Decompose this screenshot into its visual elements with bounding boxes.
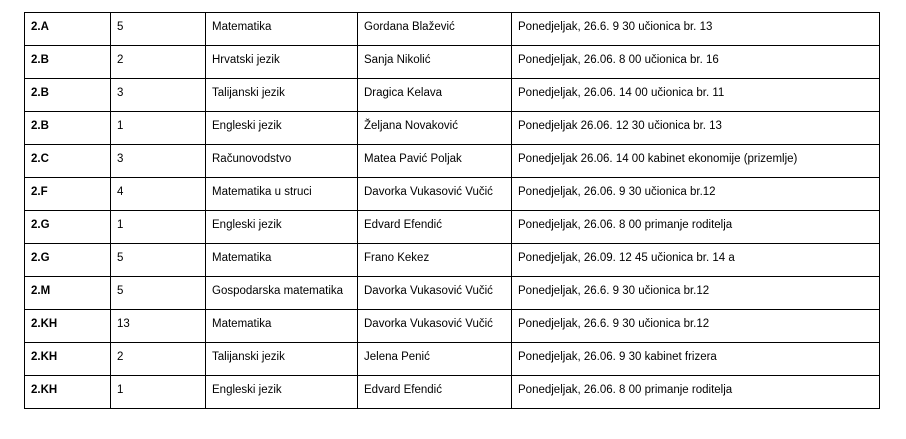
- class-cell: [25, 211, 111, 244]
- count-cell: [111, 13, 206, 46]
- subject-cell-text: Talijanski jezik: [212, 351, 285, 363]
- teacher-cell: [358, 112, 512, 145]
- teacher-cell: [358, 145, 512, 178]
- class-cell-text: 2.F: [31, 186, 48, 198]
- subject-cell-text: Engleski jezik: [212, 384, 282, 396]
- schedule-cell: [512, 211, 880, 244]
- schedule-cell-text: Ponedjeljak, 26.06. 14 00 učionica br. 11: [518, 87, 725, 99]
- schedule-cell: [512, 178, 880, 211]
- subject-cell-text: Engleski jezik: [212, 120, 282, 132]
- schedule-cell-text: Ponedjeljak 26.06. 14 00 kabinet ekonomije (prizemlje): [518, 153, 798, 165]
- schedule-cell-text: Ponedjeljak, 26.06. 9 30 kabinet frizera: [518, 351, 717, 363]
- teacher-cell: [358, 376, 512, 409]
- teacher-cell-text: Edvard Efendić: [364, 384, 442, 396]
- subject-cell-text: Talijanski jezik: [212, 87, 285, 99]
- schedule-cell: [512, 46, 880, 79]
- teacher-cell-text: Dragica Kelava: [364, 87, 442, 99]
- table-row: [25, 277, 880, 310]
- count-cell-text: 3: [117, 153, 124, 165]
- schedule-cell: [512, 310, 880, 343]
- class-cell: [25, 46, 111, 79]
- teacher-cell: [358, 46, 512, 79]
- table-row: [25, 211, 880, 244]
- table-body: [25, 13, 880, 409]
- schedule-cell-text: Ponedjeljak, 26.06. 8 00 primanje roditelja: [518, 219, 733, 231]
- subject-cell: [206, 277, 358, 310]
- class-cell: [25, 310, 111, 343]
- class-cell: [25, 376, 111, 409]
- subject-cell: [206, 244, 358, 277]
- teacher-cell-text: Davorka Vukasović Vučić: [364, 318, 493, 330]
- count-cell-text: 1: [117, 219, 124, 231]
- subject-cell-text: Matematika u struci: [212, 186, 312, 198]
- teacher-cell-text: Sanja Nikolić: [364, 54, 431, 66]
- class-cell-text: 2.B: [31, 120, 49, 132]
- schedule-cell-text: Ponedjeljak, 26.09. 12 45 učionica br. 14 a: [518, 252, 735, 264]
- class-cell-text: 2.A: [31, 21, 49, 33]
- count-cell-text: 5: [117, 21, 124, 33]
- schedule-cell-text: Ponedjeljak, 26.6. 9 30 učionica br. 13: [518, 21, 713, 33]
- schedule-cell: [512, 13, 880, 46]
- class-cell-text: 2.B: [31, 54, 49, 66]
- class-cell-text: 2.KH: [31, 351, 58, 363]
- class-cell-text: 2.C: [31, 153, 49, 165]
- teacher-cell-text: Davorka Vukasović Vučić: [364, 186, 493, 198]
- count-cell-text: 5: [117, 285, 124, 297]
- class-cell-text: 2.G: [31, 252, 50, 264]
- subject-cell: [206, 211, 358, 244]
- class-cell-text: 2.G: [31, 219, 50, 231]
- count-cell: [111, 46, 206, 79]
- class-cell-text: 2.B: [31, 87, 49, 99]
- class-cell: [25, 112, 111, 145]
- subject-cell-text: Računovodstvo: [212, 153, 292, 165]
- teacher-cell-text: Matea Pavić Poljak: [364, 153, 462, 165]
- teacher-cell-text: Gordana Blažević: [364, 21, 455, 33]
- class-cell: [25, 277, 111, 310]
- subject-cell: [206, 376, 358, 409]
- count-cell-text: 3: [117, 87, 124, 99]
- subject-cell: [206, 112, 358, 145]
- table-row: [25, 112, 880, 145]
- schedule-cell: [512, 376, 880, 409]
- schedule-cell-text: Ponedjeljak 26.06. 12 30 učionica br. 13: [518, 120, 722, 132]
- count-cell-text: 5: [117, 252, 124, 264]
- class-cell: [25, 145, 111, 178]
- teacher-cell: [358, 343, 512, 376]
- schedule-cell: [512, 145, 880, 178]
- table-row: [25, 310, 880, 343]
- schedule-cell: [512, 277, 880, 310]
- schedule-cell-text: Ponedjeljak, 26.6. 9 30 učionica br.12: [518, 318, 710, 330]
- schedule-cell-text: Ponedjeljak, 26.06. 9 30 učionica br.12: [518, 186, 716, 198]
- count-cell: [111, 178, 206, 211]
- teacher-cell-text: Davorka Vukasović Vučić: [364, 285, 493, 297]
- count-cell: [111, 145, 206, 178]
- class-cell: [25, 79, 111, 112]
- schedule-cell-text: Ponedjeljak, 26.6. 9 30 učionica br.12: [518, 285, 710, 297]
- subject-cell: [206, 79, 358, 112]
- subject-cell: [206, 310, 358, 343]
- count-cell-text: 1: [117, 384, 124, 396]
- subject-cell: [206, 343, 358, 376]
- schedule-document: [24, 12, 879, 409]
- count-cell: [111, 112, 206, 145]
- teacher-cell: [358, 13, 512, 46]
- table-row: [25, 343, 880, 376]
- schedule-cell-text: Ponedjeljak, 26.06. 8 00 primanje roditelja: [518, 384, 733, 396]
- subject-cell-text: Engleski jezik: [212, 219, 282, 231]
- schedule-cell: [512, 244, 880, 277]
- subject-cell-text: Hrvatski jezik: [212, 54, 280, 66]
- class-cell-text: 2.KH: [31, 384, 58, 396]
- class-cell: [25, 178, 111, 211]
- teacher-cell-text: Edvard Efendić: [364, 219, 442, 231]
- exam-schedule-table: [24, 12, 880, 409]
- count-cell-text: 13: [117, 318, 130, 330]
- class-cell-text: 2.KH: [31, 318, 58, 330]
- count-cell-text: 1: [117, 120, 124, 132]
- class-cell-text: 2.M: [31, 285, 51, 297]
- class-cell: [25, 343, 111, 376]
- teacher-cell: [358, 277, 512, 310]
- subject-cell-text: Matematika: [212, 21, 272, 33]
- teacher-cell: [358, 79, 512, 112]
- table-row: [25, 46, 880, 79]
- count-cell: [111, 244, 206, 277]
- count-cell-text: 2: [117, 351, 124, 363]
- subject-cell: [206, 13, 358, 46]
- count-cell: [111, 310, 206, 343]
- subject-cell-text: Matematika: [212, 252, 272, 264]
- teacher-cell: [358, 211, 512, 244]
- table-row: [25, 145, 880, 178]
- count-cell-text: 4: [117, 186, 124, 198]
- subject-cell: [206, 46, 358, 79]
- count-cell: [111, 79, 206, 112]
- schedule-cell: [512, 112, 880, 145]
- count-cell: [111, 211, 206, 244]
- table-row: [25, 79, 880, 112]
- teacher-cell: [358, 244, 512, 277]
- schedule-cell: [512, 79, 880, 112]
- subject-cell: [206, 178, 358, 211]
- teacher-cell: [358, 178, 512, 211]
- subject-cell: [206, 145, 358, 178]
- table-row: [25, 244, 880, 277]
- teacher-cell-text: Jelena Penić: [364, 351, 430, 363]
- teacher-cell: [358, 310, 512, 343]
- count-cell: [111, 376, 206, 409]
- teacher-cell-text: Željana Novaković: [364, 120, 458, 132]
- count-cell-text: 2: [117, 54, 124, 66]
- schedule-cell: [512, 343, 880, 376]
- table-row: [25, 13, 880, 46]
- table-row: [25, 376, 880, 409]
- count-cell: [111, 277, 206, 310]
- subject-cell-text: Matematika: [212, 318, 272, 330]
- class-cell: [25, 244, 111, 277]
- subject-cell-text: Gospodarska matematika: [212, 285, 344, 297]
- schedule-cell-text: Ponedjeljak, 26.06. 8 00 učionica br. 16: [518, 54, 719, 66]
- class-cell: [25, 13, 111, 46]
- teacher-cell-text: Frano Kekez: [364, 252, 430, 264]
- count-cell: [111, 343, 206, 376]
- table-row: [25, 178, 880, 211]
